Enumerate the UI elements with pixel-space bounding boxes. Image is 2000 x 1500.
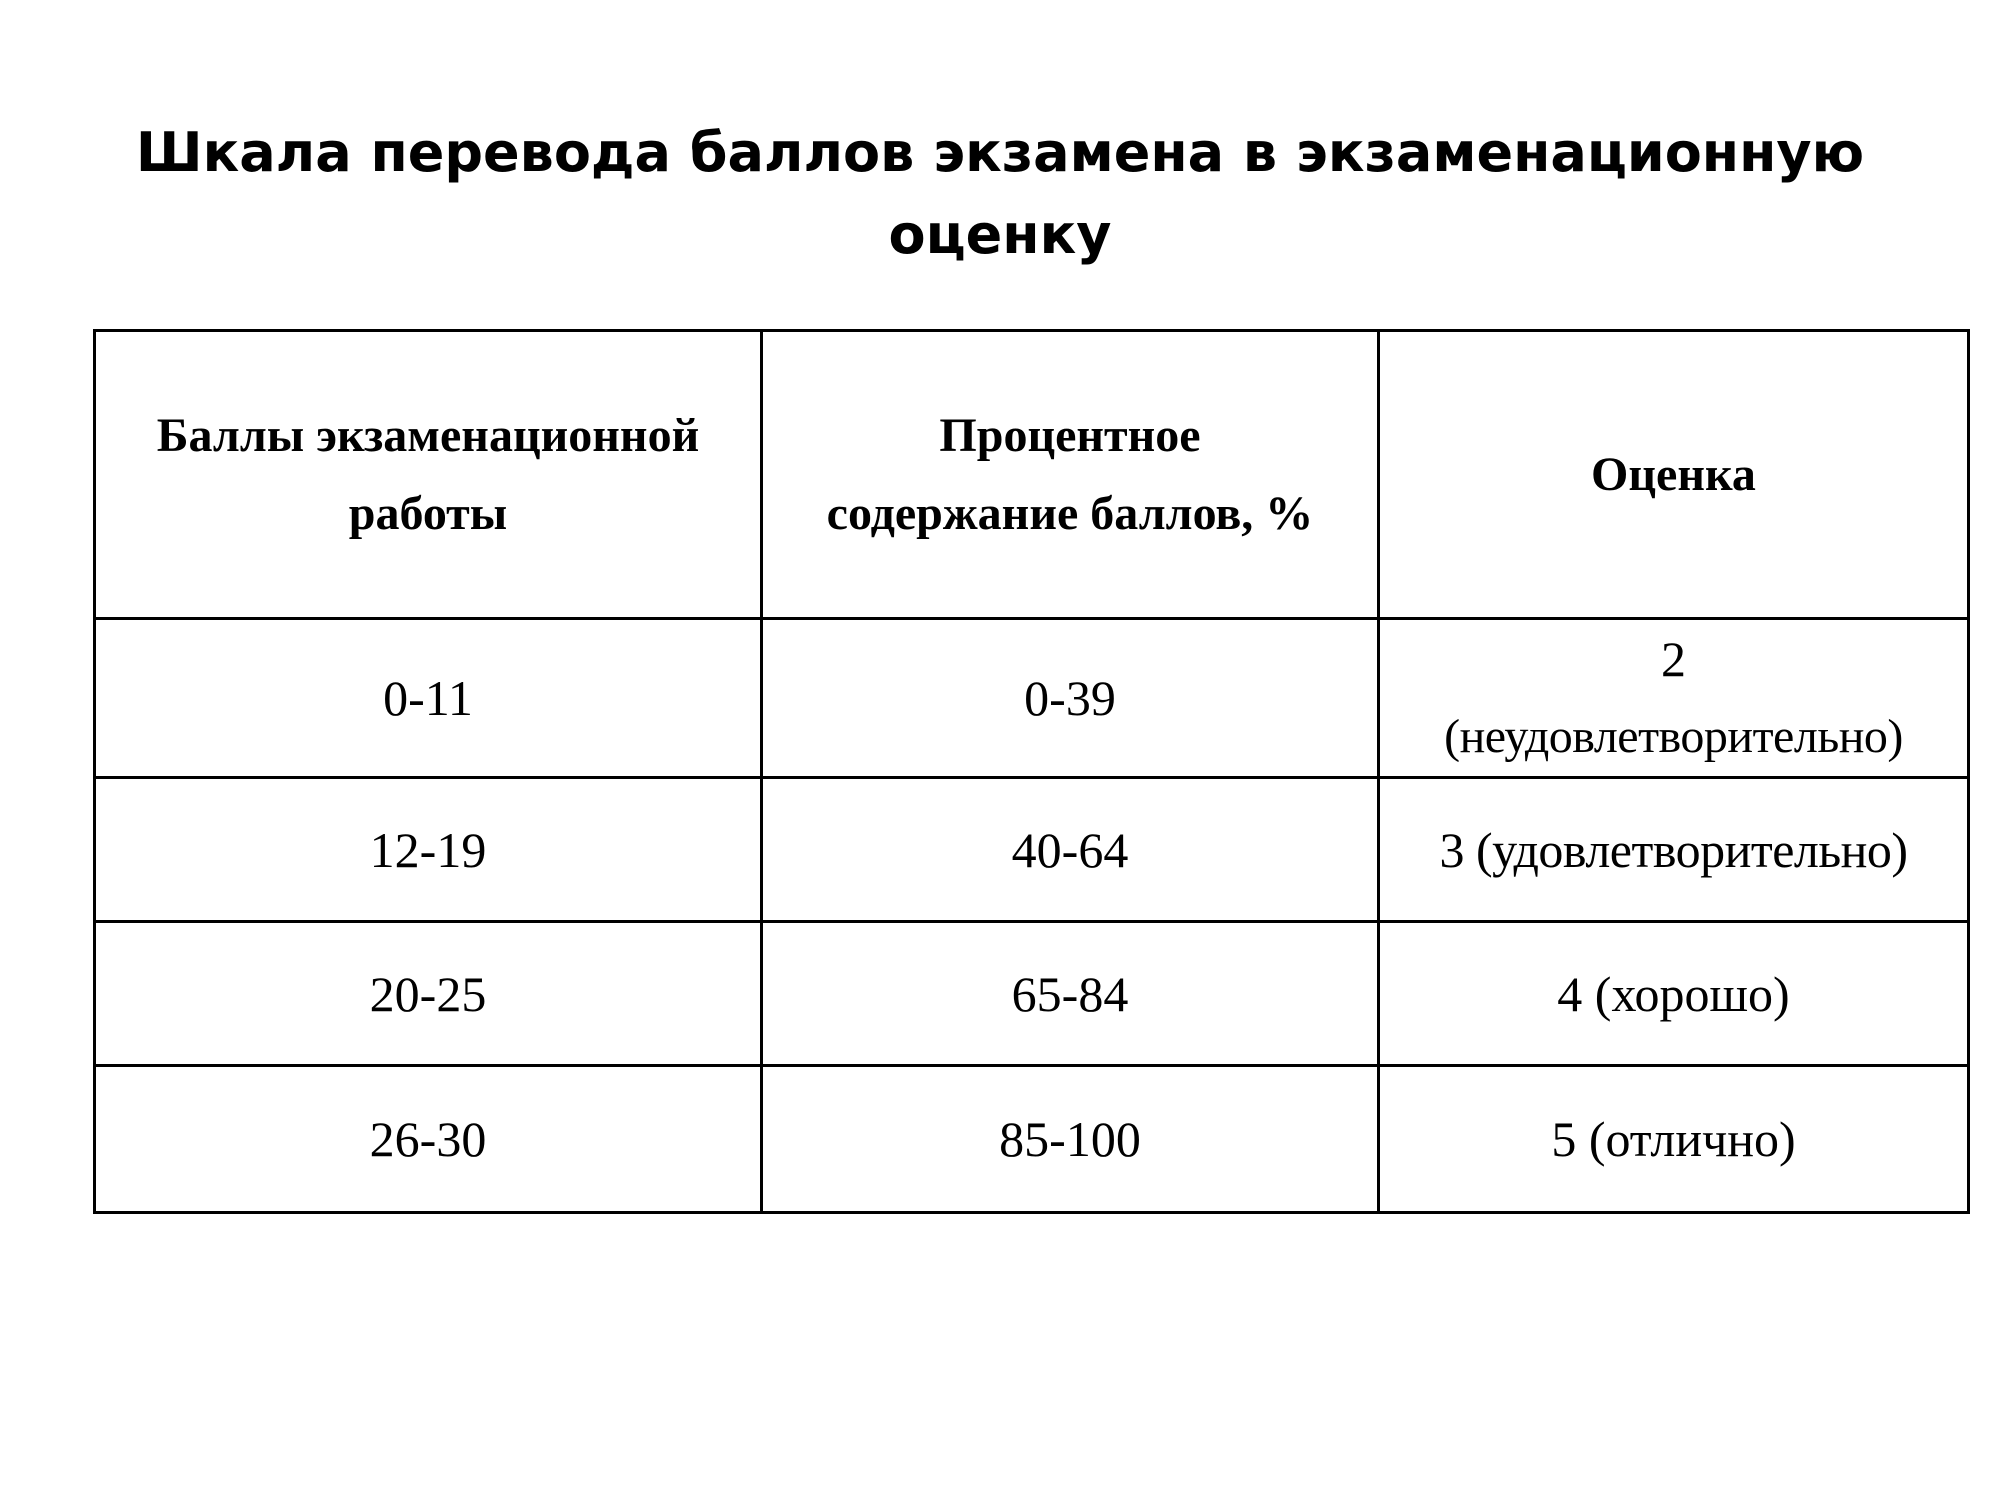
header-percent-content-line-2: содержание баллов, %: [826, 486, 1314, 540]
cell-points: 20-25: [95, 922, 762, 1066]
cell-grade-text: (неудовлетворительно): [1444, 710, 1903, 763]
cell-grade-number: 2: [1661, 631, 1686, 687]
grade-conversion-table: [93, 329, 1970, 1214]
table-header-row: [95, 331, 1969, 619]
page-title-line-1: Шкала перевода баллов экзамена в экзаменационную: [135, 121, 1865, 184]
header-grade: [1379, 331, 1969, 619]
table-row: [95, 1066, 1969, 1213]
cell-grade: 5 (отлично): [1379, 1066, 1969, 1213]
cell-points: 0-11: [95, 619, 762, 778]
header-grade-label: Оценка: [1591, 447, 1756, 501]
header-percent-content-line-1: Процентное: [939, 408, 1201, 462]
header-percent-content: [762, 331, 1379, 619]
cell-grade: 3 (удовлетворительно): [1379, 778, 1969, 922]
table-row: [95, 619, 1969, 778]
page-title-line-2: оценку: [888, 203, 1112, 266]
header-exam-points-line-1: Баллы экзаменационной: [156, 408, 700, 462]
cell-grade: 4 (хорошо): [1379, 922, 1969, 1066]
table-row: [95, 922, 1969, 1066]
cell-percent: 0-39: [762, 619, 1379, 778]
cell-points: 12-19: [95, 778, 762, 922]
header-exam-points-line-2: работы: [348, 486, 508, 540]
header-exam-points: [95, 331, 762, 619]
cell-percent: 85-100: [762, 1066, 1379, 1213]
table-row: [95, 778, 1969, 922]
cell-percent: 65-84: [762, 922, 1379, 1066]
cell-grade: [1379, 619, 1969, 778]
cell-points: 26-30: [95, 1066, 762, 1213]
cell-percent: 40-64: [762, 778, 1379, 922]
page-title: [100, 112, 1900, 276]
